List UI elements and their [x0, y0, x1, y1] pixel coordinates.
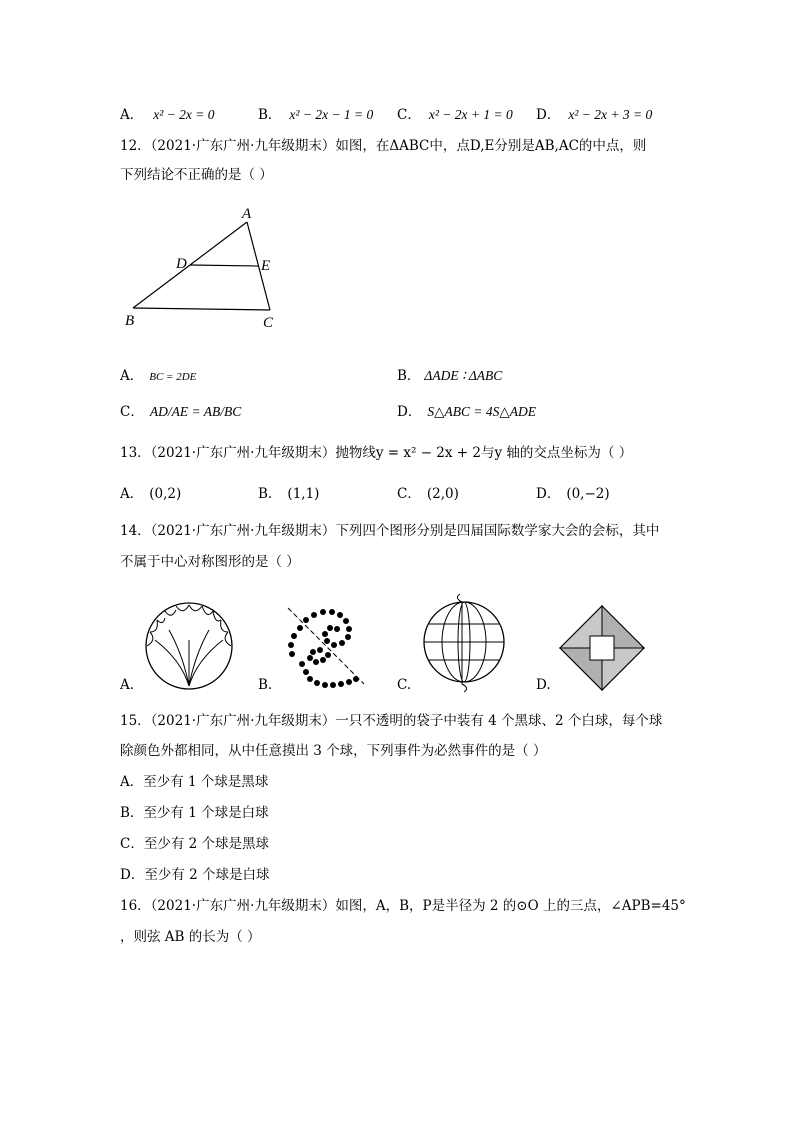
- vertex-b-label: B: [125, 313, 135, 329]
- q13-option-b: B． (1,1): [258, 486, 320, 502]
- q13-option-d: D． (0,−2): [536, 486, 610, 502]
- q12-option-b: B． ΔADE ∶ ΔABC: [397, 368, 503, 384]
- point-e-label: E: [261, 258, 271, 274]
- q11-option-d: D． x² − 2x + 3 = 0: [536, 107, 653, 123]
- q15-option-a: A．至少有 1 个球是黑球: [120, 774, 269, 790]
- q14-question-line2: 不属于中心对称图形的是（ ）: [120, 554, 300, 570]
- q12-option-d: D． S△ABC = 4S△ADE: [397, 404, 536, 420]
- q15-question-line1: 15．（2021·广东广州·九年级期末）一只不透明的袋子中装有 4 个黑球、2 个白球，每个球: [120, 713, 663, 729]
- q11-option-c: C． x² − 2x + 1 = 0: [397, 107, 513, 123]
- q15-option-d: D．至少有 2 个球是白球: [120, 867, 270, 883]
- vertex-a-label: A: [242, 206, 252, 222]
- point-d-label: D: [176, 256, 187, 272]
- q13-option-c: C． (2,0): [397, 486, 459, 502]
- q11-option-a: A． x² − 2x = 0: [120, 107, 215, 123]
- q16-question-line1: 16．（2021·广东广州·九年级期末）如图，A，B，P是半径为 2 的⊙O 上的三点，∠APB=45°: [120, 898, 686, 914]
- q12-triangle-figure: [115, 200, 295, 340]
- q14-figure-c-logo: [418, 590, 510, 695]
- segment-de: [190, 265, 258, 266]
- q14-figure-a-logo: [143, 600, 235, 692]
- q13-option-a: A． (0,2): [120, 486, 182, 502]
- q14-question-line1: 14．（2021·广东广州·九年级期末）下列四个图形分别是四届国际数学家大会的会标，其中: [120, 523, 660, 539]
- q15-option-c: C．至少有 2 个球是黑球: [120, 836, 270, 852]
- q14-option-b: B.: [258, 677, 273, 693]
- q12-question-line2: 下列结论不正确的是（ ）: [120, 167, 273, 183]
- q12-option-a: A． BC = 2DE: [120, 368, 197, 384]
- q16-question-line2: ，则弦 AB 的长为（ ）: [120, 929, 261, 945]
- q12-question-line1: 12．（2021·广东广州·九年级期末）如图，在ΔABC中，点D,E分别是AB,AC的中点，则: [120, 138, 647, 154]
- q14-option-a: A.: [120, 677, 135, 693]
- q15-option-b: B．至少有 1 个球是白球: [120, 805, 269, 821]
- vertex-c-label: C: [263, 315, 274, 331]
- q14-option-d: D.: [536, 677, 551, 693]
- side-bc: [133, 308, 270, 310]
- q11-option-b: B． x² − 2x − 1 = 0: [258, 107, 374, 123]
- q13-question-line1: 13．（2021·广东广州·九年级期末）抛物线y = x² − 2x + 2与y 轴的交点坐标为（ ）: [120, 445, 633, 461]
- q15-question-line2: 除颜色外都相同，从中任意摸出 3 个球，下列事件为必然事件的是（ ）: [120, 743, 547, 759]
- q14-option-c: C.: [397, 677, 412, 693]
- q14-figure-b-logo: [280, 600, 372, 692]
- q14-figure-d-logo: [556, 602, 648, 694]
- q12-option-c: C． AD/AE = AB/BC: [120, 404, 242, 420]
